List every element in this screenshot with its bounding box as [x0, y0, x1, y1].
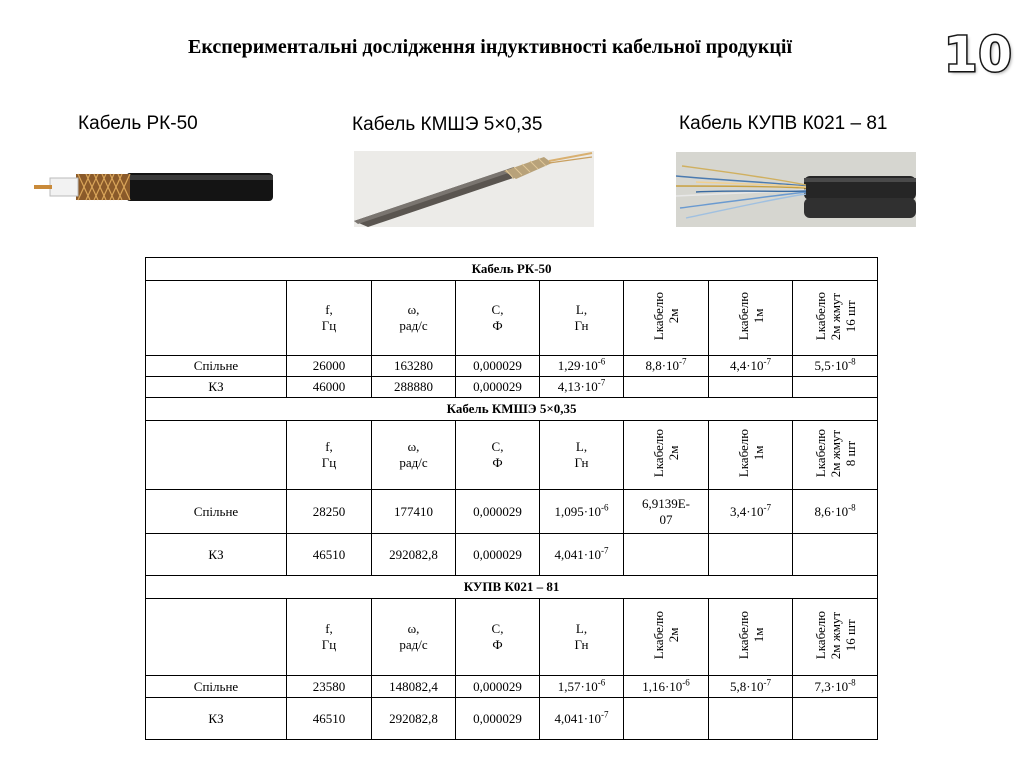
cell-c: 0,000029 [456, 377, 540, 398]
header-l1 [709, 599, 793, 676]
header-c: С, Ф [456, 421, 540, 490]
header-lb-text: Lкабелю 2м жмут 16 шт [812, 291, 858, 341]
cell-l: $1,29\cdot 10^{-6}$ [540, 356, 624, 377]
header-l1-text: Lкабелю 1м [735, 610, 766, 660]
section-header-rk50 [146, 258, 878, 281]
cell-c: 0,000029 [456, 698, 540, 740]
cell-l: $4,041\cdot 10^{-7}$ [540, 534, 624, 576]
cell-omega: 292082,8 [372, 698, 456, 740]
cell-f: 46510 [287, 698, 372, 740]
cell-empty [709, 377, 793, 398]
section-header-kupv [146, 576, 878, 599]
header-lb [793, 281, 878, 356]
cell-f: 26000 [287, 356, 372, 377]
section-header-kmshe [146, 398, 878, 421]
cable-rk50-photo [18, 166, 273, 208]
cell-c: 0,000029 [456, 676, 540, 698]
cell-omega: 288880 [372, 377, 456, 398]
row-label: Спільне [146, 356, 287, 377]
cell-l1: $3,4\cdot 10^{-7}$ [709, 490, 793, 534]
section-title: Кабель КМШЭ 5×0,35 [146, 398, 878, 421]
header-blank [146, 281, 287, 356]
header-blank [146, 421, 287, 490]
cell-f: 46000 [287, 377, 372, 398]
header-l2 [624, 599, 709, 676]
header-f: f, Гц [287, 421, 372, 490]
cell-l2: $1,16\cdot 10^{-6}$ [624, 676, 709, 698]
cell-f: 28250 [287, 490, 372, 534]
cell-l: $4,13\cdot 10^{-7}$ [540, 377, 624, 398]
table-row [146, 676, 878, 698]
header-lb [793, 421, 878, 490]
row-label: КЗ [146, 377, 287, 398]
cable-kmshe-photo [354, 151, 594, 227]
cell-l: $1,57\cdot 10^{-6}$ [540, 676, 624, 698]
header-l: L, Гн [540, 281, 624, 356]
row-label: Спільне [146, 490, 287, 534]
header-l2-text: Lкабелю 2м [651, 291, 681, 341]
cell-l1: $5,8\cdot 10^{-7}$ [709, 676, 793, 698]
header-omega: ω, рад/с [372, 599, 456, 676]
cell-empty [793, 534, 878, 576]
cell-omega: 163280 [372, 356, 456, 377]
cell-empty [624, 698, 709, 740]
cell-empty [624, 377, 709, 398]
header-omega: ω, рад/с [372, 281, 456, 356]
table-row [146, 356, 878, 377]
header-l1-text: Lкабелю 1м [735, 428, 766, 478]
header-l1-text: Lкабелю 1м [735, 291, 766, 341]
cell-l2: 6,9139E- 07 [624, 490, 709, 534]
cell-lb: $7,3\cdot 10^{-8}$ [793, 676, 878, 698]
header-blank [146, 599, 287, 676]
cell-empty [793, 698, 878, 740]
header-l: L, Гн [540, 599, 624, 676]
header-l2-text: Lкабелю 2м [651, 428, 681, 478]
caption-rk50: Кабель РК-50 [78, 113, 198, 134]
header-lb-text: Lкабелю 2м жмут 16 шт [812, 610, 858, 660]
row-label: КЗ [146, 534, 287, 576]
header-lb-text: Lкабелю 2м жмут 8 шт [812, 428, 858, 478]
cell-omega: 292082,8 [372, 534, 456, 576]
header-c: С, Ф [456, 281, 540, 356]
header-f: f, Гц [287, 599, 372, 676]
section-title: КУПВ К021 – 81 [146, 576, 878, 599]
row-label: Спільне [146, 676, 287, 698]
header-l2-text: Lкабелю 2м [651, 610, 681, 660]
cell-l: $1,095\cdot 10^{-6}$ [540, 490, 624, 534]
table-row [146, 534, 878, 576]
header-l: L, Гн [540, 421, 624, 490]
inductance-table [145, 257, 878, 740]
cable-kupv-photo [676, 152, 916, 227]
header-omega: ω, рад/с [372, 421, 456, 490]
cell-empty [624, 534, 709, 576]
header-l2 [624, 421, 709, 490]
cell-l1: $4,4\cdot 10^{-7}$ [709, 356, 793, 377]
cell-l: $4,041\cdot 10^{-7}$ [540, 698, 624, 740]
header-l1 [709, 421, 793, 490]
cell-c: 0,000029 [456, 490, 540, 534]
table-row [146, 490, 878, 534]
header-l1 [709, 281, 793, 356]
cell-l2: $8,8\cdot 10^{-7}$ [624, 356, 709, 377]
header-l2 [624, 281, 709, 356]
column-header-row [146, 599, 878, 676]
section-title: Кабель РК-50 [146, 258, 878, 281]
cell-empty [709, 534, 793, 576]
cell-f: 46510 [287, 534, 372, 576]
table-row [146, 377, 878, 398]
header-f: f, Гц [287, 281, 372, 356]
header-c: С, Ф [456, 599, 540, 676]
cell-c: 0,000029 [456, 356, 540, 377]
cell-c: 0,000029 [456, 534, 540, 576]
cell-omega: 148082,4 [372, 676, 456, 698]
table-row [146, 698, 878, 740]
column-header-row [146, 421, 878, 490]
row-label: КЗ [146, 698, 287, 740]
caption-kmshe: Кабель КМШЭ 5×0,35 [352, 114, 543, 135]
slide-title: Експериментальні дослідження індуктивності кабельної продукції [187, 36, 792, 58]
caption-kupv: Кабель КУПВ К021 – 81 [679, 113, 888, 134]
cell-lb: $8,6\cdot 10^{-8}$ [793, 490, 878, 534]
column-header-row [146, 281, 878, 356]
cell-f: 23580 [287, 676, 372, 698]
cell-lb: $5,5\cdot 10^{-8}$ [793, 356, 878, 377]
slide-number: 10 [944, 27, 1013, 83]
header-lb [793, 599, 878, 676]
cell-empty [793, 377, 878, 398]
cell-omega: 177410 [372, 490, 456, 534]
cell-empty [709, 698, 793, 740]
